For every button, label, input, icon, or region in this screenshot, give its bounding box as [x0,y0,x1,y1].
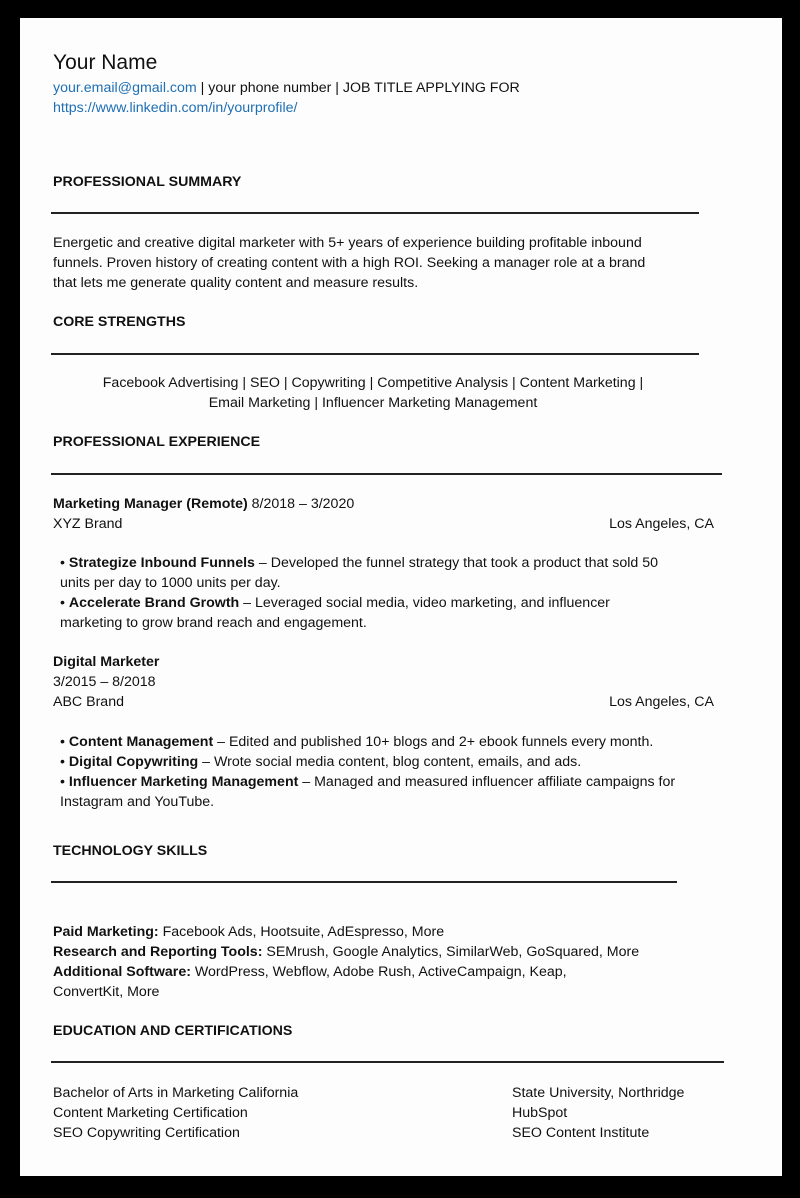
job-dates: 8/2018 – 3/2020 [247,496,355,512]
job-bullets [60,553,710,633]
job-location: Los Angeles, CA [609,516,714,532]
education-institution: State University, Northridge [512,1085,685,1101]
list-item: • Content Management – Edited and published 10+ blogs and 2+ ebook funnels every month. [60,734,654,750]
strengths-list [53,373,693,413]
bullet-continuation: Instagram and YouTube. [60,794,215,810]
list-item [53,942,713,962]
strengths-line: Email Marketing | Influencer Marketing Management [208,395,538,411]
job-company: ABC Brand [53,694,124,710]
linkedin-link[interactable]: https://www.linkedin.com/in/yourprofile/ [53,100,298,116]
job-title: Digital Marketer [53,654,160,670]
bullet-continuation: units per day to 1000 units per day. [60,575,281,591]
education-degrees [53,1083,513,1143]
summary-text [53,233,693,293]
job-company: XYZ Brand [53,516,123,532]
education-institution: HubSpot [512,1105,568,1121]
bullet-title: Digital Copywriting [68,754,199,770]
skill-value: SEMrush, Google Analytics, SimilarWeb, GoSquared, More [262,944,640,960]
job-dates: 3/2015 – 8/2018 [53,674,156,690]
list-item [53,922,713,942]
candidate-name: Your Name [53,51,158,74]
email-link[interactable]: your.email@gmail.com [53,80,197,96]
skill-label: Research and Reporting Tools: [53,944,263,960]
bullet-text: – Leveraged social media, video marketing, and influencer [239,595,610,611]
bullet-title: Influencer Marketing Management [68,774,299,790]
education-heading: EDUCATION AND CERTIFICATIONS [53,1023,293,1039]
skills-list [53,922,713,1002]
education-item: SEO Copywriting Certification [53,1125,240,1141]
bullet-title: Accelerate Brand Growth [68,595,240,611]
summary-line: funnels. Proven history of creating content with a high ROI. Seeking a manager role at a brand [53,255,646,271]
summary-heading: PROFESSIONAL SUMMARY [53,174,242,190]
education-item: Content Marketing Certification [53,1105,248,1121]
job-title: Marketing Manager (Remote) [53,496,248,512]
list-item [53,962,713,982]
job-bullets [60,732,720,812]
strengths-heading: CORE STRENGTHS [53,314,186,330]
education-divider [51,1061,724,1063]
contact-line [53,78,520,98]
bullet-text: – Wrote social media content, blog content, emails, and ads. [198,754,582,770]
list-item: • Accelerate Brand Growth – Leveraged social media, video marketing, and influencer [60,595,610,611]
experience-heading: PROFESSIONAL EXPERIENCE [53,434,261,450]
bullet-text: – Managed and measured influencer affiliate campaigns for [298,774,676,790]
summary-line: Energetic and creative digital marketer with 5+ years of experience building profitable inbound [53,235,642,251]
bullet-title: Content Management [68,734,214,750]
bullet-text: – Developed the funnel strategy that took a product that sold 50 [254,555,658,571]
education-institution: SEO Content Institute [512,1125,650,1141]
job-title-line [53,494,354,514]
list-item: • Digital Copywriting – Wrote social media content, blog content, emails, and ads. [60,754,582,770]
skill-continuation: ConvertKit, More [53,984,160,1000]
list-item: • Strategize Inbound Funnels – Developed the funnel strategy that took a product that sold 50 [60,555,658,571]
summary-divider [51,212,699,214]
bullet-text: – Edited and published 10+ blogs and 2+ ebook funnels every month. [213,734,654,750]
strengths-divider [51,353,699,355]
contact-details: | your phone number | JOB TITLE APPLYING FOR [196,80,520,96]
list-item: • Influencer Marketing Management – Managed and measured influencer affiliate campaigns for [60,774,676,790]
skill-value: Facebook Ads, Hootsuite, AdEspresso, More [158,924,445,940]
skill-label: Paid Marketing: [53,924,159,940]
skill-label: Additional Software: [53,964,191,980]
education-institutions [512,1083,752,1143]
skills-heading: TECHNOLOGY SKILLS [53,843,208,859]
education-item: Bachelor of Arts in Marketing California [53,1085,299,1101]
summary-line: that lets me generate quality content and measure results. [53,275,419,291]
strengths-line: Facebook Advertising | SEO | Copywriting | Competitive Analysis | Content Marketing | [102,375,644,391]
job-location: Los Angeles, CA [609,694,714,710]
experience-divider [51,473,722,475]
resume-page [20,18,782,1176]
skill-value: WordPress, Webflow, Adobe Rush, ActiveCampaign, Keap, [190,964,567,980]
bullet-continuation: marketing to grow brand reach and engagement. [60,615,367,631]
skills-divider [51,881,677,883]
bullet-title: Strategize Inbound Funnels [68,555,255,571]
